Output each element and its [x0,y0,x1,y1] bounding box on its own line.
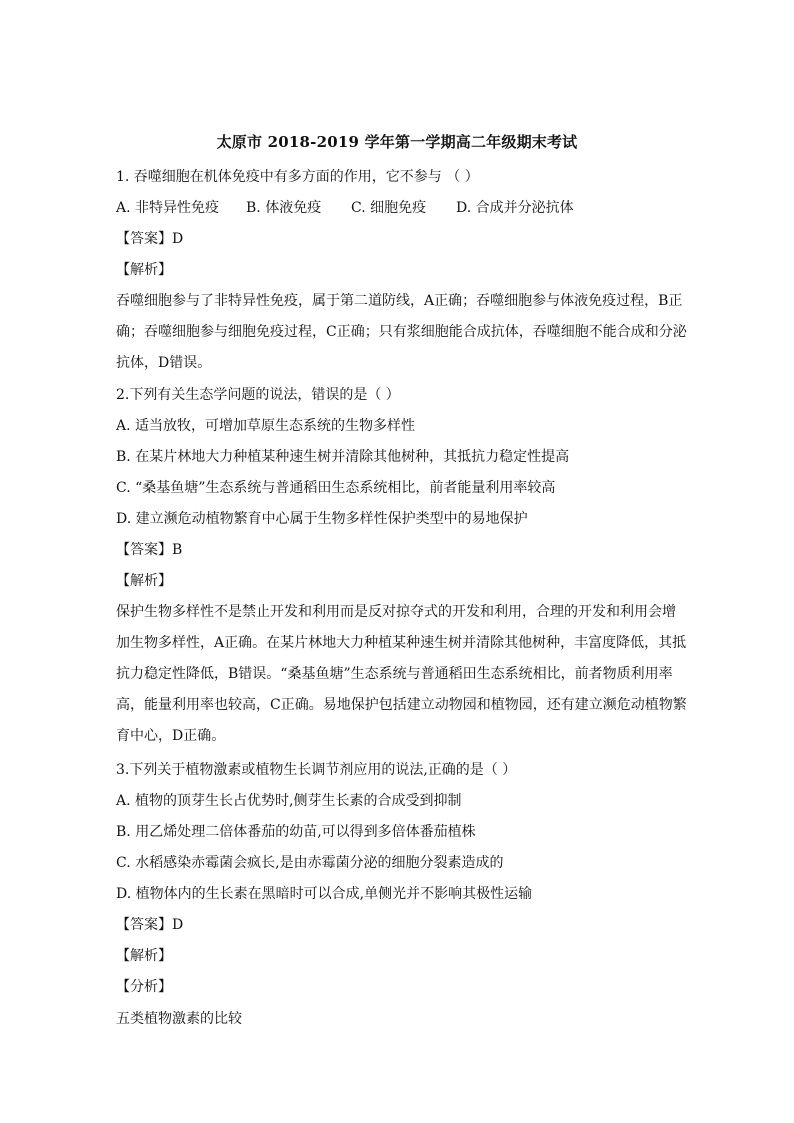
q2-analysis-line-4: 高，能量利用率也较高，C正确。易地保护包括建立动物园和植物园，还有建立濒危动植物繁 [116,697,687,713]
q2-answer: 【答案】B [116,542,183,558]
q2-option-a: A. 适当放牧，可增加草原生态系统的生物多样性 [116,418,416,434]
q2-option-c: C. “桑基鱼塘”生态系统与普通稻田生态系统相比，前者能量利用率较高 [116,480,556,496]
q1-stem: 1. 吞噬细胞在机体免疫中有多方面的作用，它不参与 （ ） [116,169,479,185]
q3-fenxi-label: 【分析】 [116,979,172,995]
q3-option-a: A. 植物的顶芽生长占优势时,侧芽生长素的合成受到抑制 [116,793,462,809]
q2-analysis-label: 【解析】 [116,573,172,589]
q3-option-d: D. 植物体内的生长素在黑暗时可以合成,单侧光并不影响其极性运输 [116,886,533,902]
q1-option-d: D. 合成并分泌抗体 [456,200,574,216]
q1-analysis-line-1: 吞噬细胞参与了非特异性免疫，属于第二道防线，A正确；吞噬细胞参与体液免疫过程，B正 [116,293,683,309]
q3-answer: 【答案】D [116,917,184,933]
q3-option-b: B. 用乙烯处理二倍体番茄的幼苗,可以得到多倍体番茄植株 [116,824,476,840]
q1-analysis-label: 【解析】 [116,262,172,278]
q2-analysis-line-3: 抗力稳定性降低，B错误。“桑基鱼塘”生态系统与普通稻田生态系统相比，前者物质利用率 [116,666,673,682]
q2-option-b: B. 在某片林地大力种植某种速生树并清除其他树种，其抵抗力稳定性提高 [116,449,570,465]
q2-analysis-line-2: 加生物多样性，A正确。在某片林地大力种植某种速生树并清除其他树种，丰富度降低，其抵 [116,635,687,651]
q3-tail-text: 五类植物激素的比较 [116,1011,242,1027]
q2-stem: 2.下列有关生态学问题的说法，错误的是（ ） [116,387,400,403]
q2-analysis-line-1: 保护生物多样性不是禁止开发和利用而是反对掠夺式的开发和利用，合理的开发和利用会增 [116,604,676,620]
q1-analysis-line-2: 确；吞噬细胞参与细胞免疫过程，C正确；只有浆细胞能合成抗体，吞噬细胞不能合成和分泌 [116,324,687,340]
exam-title: 太原市 2018-2019 学年第一学期高二年级期末考试 [216,133,578,151]
q3-analysis-label: 【解析】 [116,948,172,964]
q1-option-a: A. 非特异性免疫 [116,200,220,216]
q3-option-c: C. 水稻感染赤霉菌会疯长,是由赤霉菌分泌的细胞分裂素造成的 [116,855,504,871]
q1-option-c: C. 细胞免疫 [351,200,427,216]
q1-answer: 【答案】D [116,231,184,247]
q1-option-b: B. 体液免疫 [246,200,322,216]
q1-options [116,197,686,217]
q2-option-d: D. 建立濒危动植物繁育中心属于生物多样性保护类型中的易地保护 [116,511,528,527]
q1-analysis-line-3: 抗体，D错误。 [116,355,212,371]
q2-analysis-line-5: 育中心，D正确。 [116,728,226,744]
q3-stem: 3.下列关于植物激素或植物生长调节剂应用的说法,正确的是（ ） [116,762,517,778]
